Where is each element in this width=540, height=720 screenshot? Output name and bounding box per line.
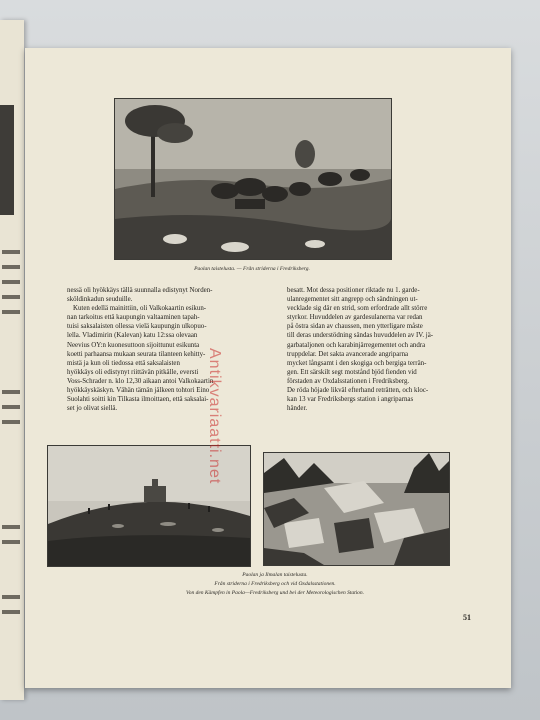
text-line: nessä oli hyökkäys tällä suunnalla edistynyt Norden- [67,287,213,294]
text-line: på östra sidan av chaussen, men ytterligare måste [287,323,423,331]
text-fragment [2,525,20,529]
text-fragment [2,390,20,394]
text-line: händer. [287,405,308,413]
page-number: 51 [463,613,471,622]
text-line: mistä ja kun oli tiedossa että saksalaisten [67,359,180,367]
text-line: tuisi saksalaisten ollessa vielä kaupungin ulkopuo- [67,323,207,331]
text-fragment [2,610,20,614]
facing-page-edge [0,20,24,700]
text-line: Kuten edellä mainittiin, oli Valkokaartin esikun- [73,305,207,313]
photo-rocky-terrain [263,452,450,566]
photo-caption-bottom-sv: Från striderna i Fredriksberg och vid Oxdalsstationen. [214,581,336,587]
text-line: till deras understödning sändas huvuddelen av IV. jä- [287,332,434,340]
text-line: förstaden av Oxdalsstationen i Fredriksberg. [287,377,410,385]
watermark-text: Antikvariaatti.net [206,348,223,485]
text-fragment [2,420,20,424]
text-fragment [2,295,20,299]
text-fragment [2,595,20,599]
text-line: Suolahti soitti kin Tilkasta ilmoittaen, että saksalai- [67,396,209,404]
text-fragment [2,280,20,284]
photo-caption-bottom-fi: Paolan ja Ilmalan taistelusta. [242,572,308,578]
text-column-right [287,286,470,413]
text-fragment [2,310,20,314]
text-line: Neevius OY:n kuonesuttoon sijoittunut esikunta [67,341,200,349]
photo-soldiers-in-forest [114,98,392,260]
text-line: hyökkäys oli edistynyt riittävän pitkälle, eversti [67,368,199,376]
text-line: nan tarkoitus että kaupungin valtaaminen tapah- [67,314,200,322]
text-line: besatt. Mot dessa positioner riktade nu 1. garde- [287,287,420,294]
book-page [25,48,511,688]
text-line: Voss-Schrader n. klo 12,30 aikaan antoi Valkokaartin [67,377,214,385]
text-line: kan 13 var Fredriksbergs station i angriparnas [287,396,414,404]
text-line: hyökkäyskäskyn. Vähän tämän jälkeen tohtori Eino [67,387,210,395]
text-line: styrkor. Huvuddelen av gardesulanerna var redan [287,314,423,322]
text-line: koetti parhaansa mukaan seurata tilanteen kehitty- [67,350,206,358]
text-line: De röda höjade likväl efterhand reträtten, och kloc- [287,387,429,395]
text-line: garbataljonen och karabinjärregementet och andra [287,341,426,349]
photo-caption-top: Paolan taistelusta. — Från striderna i Fredriksberg. [194,266,310,272]
facing-page-photo [0,105,14,215]
text-line: set jo olivat siellä. [67,405,118,413]
photo-caption-bottom-de: Von den Kämpfen in Paola—Fredriksberg und bei der Meteorologischen Station. [185,590,365,596]
text-line: mycket långsamt i den skogiga och bergiga terrän- [287,359,427,367]
text-line: lella. Vladimirin (Kalevan) katu 12:ssa olevaan [67,332,198,340]
text-fragment [2,265,20,269]
text-column-left [67,286,252,413]
text-line: truppdelar. Det sakta avancerade angriparna [287,350,409,358]
text-fragment [2,250,20,254]
text-line: sköldinkadun seuduille. [67,296,133,304]
photo-rocks-illustration [264,453,449,565]
photo-soldiers-illustration [115,99,391,259]
text-line: vecklade sig där en strid, som erfordrade allt större [287,305,428,313]
text-fragment [2,405,20,409]
text-line: gen. Ett särskilt segt motstånd bjöd fienden vid [287,368,417,376]
text-line: ulanregementet sitt angrepp och sändningen ut- [287,296,418,304]
text-fragment [2,540,20,544]
